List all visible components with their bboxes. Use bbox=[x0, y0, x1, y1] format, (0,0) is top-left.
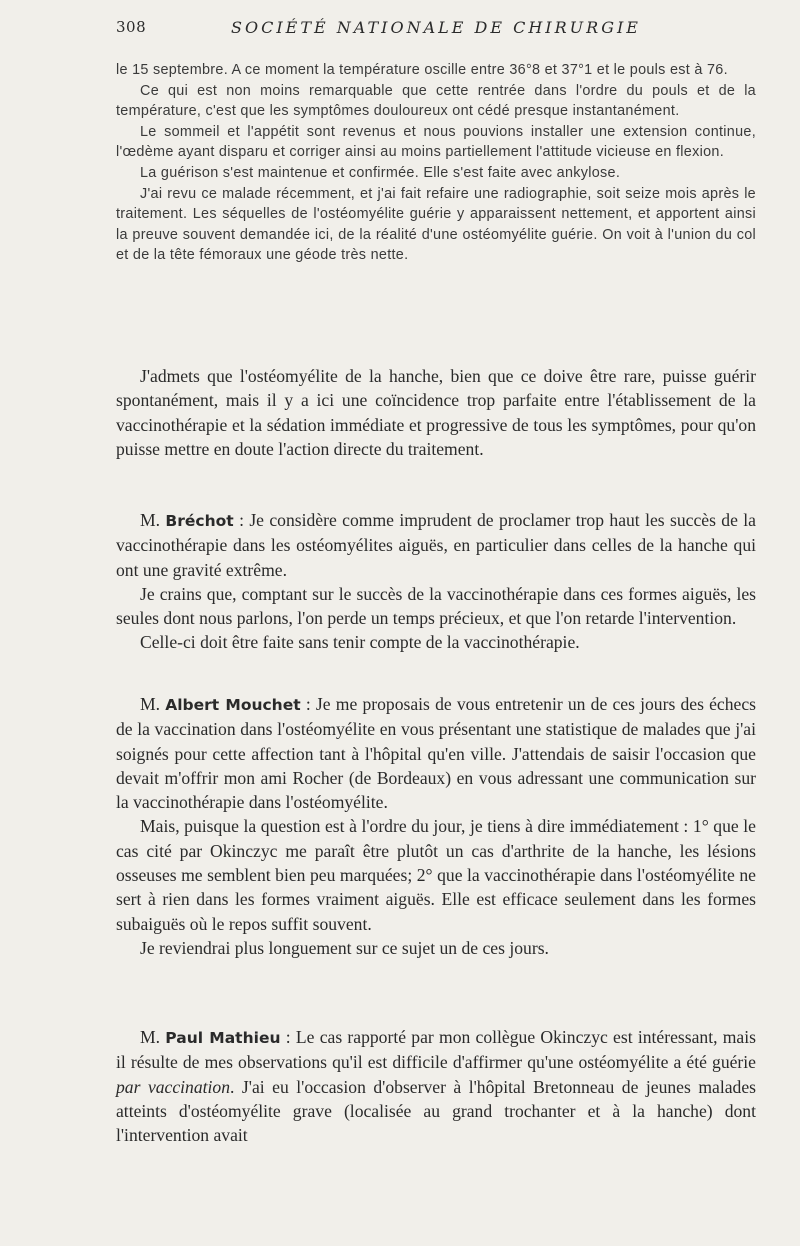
speaker-name: Paul Mathieu bbox=[165, 1029, 281, 1047]
speaker-prefix: M. bbox=[140, 510, 166, 530]
speaker-name: Albert Mouchet bbox=[165, 696, 301, 714]
conclusion-paragraph: J'admets que l'ostéomyélite de la hanche, bien que ce doive être rare, puisse guérir spontanément, mais il y a ici une coïncidence trop parfaite entre l'établissement de la vaccinothérapie et la sédation immédiate et progressive de tous les symptômes, pour qu'on puisse mettre en doute l'action directe du traitement. bbox=[116, 366, 756, 459]
speaker-prefix: M. bbox=[140, 1027, 166, 1047]
case-report-paragraph: La guérison s'est maintenue et confirmée. Elle s'est faite avec ankylose. bbox=[140, 164, 621, 181]
mathieu-section bbox=[116, 1025, 756, 1147]
case-report-paragraph: Ce qui est non moins remarquable que cette rentrée dans l'ordre du pouls et de la température, c'est que les symptômes douloureux ont cédé presque instantanément. bbox=[116, 82, 756, 120]
speech-text: . J'ai eu l'occasion d'observer à l'hôpital Bretonneau de jeunes malades atteints d'ostéomyélite grave (localisée au grand trochanter et à la hanche) dont l'intervention avait bbox=[116, 1076, 756, 1146]
mouchet-paragraph-2: Mais, puisque la question est à l'ordre du jour, je tiens à dire immédiatement : 1° que le cas cité par Okinczyc me paraît être plutôt un cas d'arthrite de la hanche, les lésions osseuses me semblent bien peu marquées; 2° que la vaccinothérapie dans l'ostéomyélite ne sert à rien dans les formes vraiment aiguës. Elle est efficace seulement dans les formes subaiguës où le repos suffit souvent. bbox=[116, 816, 756, 934]
brechot-paragraph-1 bbox=[116, 508, 756, 582]
case-report bbox=[116, 60, 756, 266]
speaker-name: Bréchot bbox=[165, 512, 234, 530]
running-title: SOCIÉTÉ NATIONALE DE CHIRURGIE bbox=[231, 18, 641, 37]
brechot-section bbox=[116, 508, 756, 655]
brechot-paragraph-2: Je crains que, comptant sur le succès de la vaccinothérapie dans ces formes aiguës, les seules dont nous parlons, l'on perde un temps précieux, et que l'on retarde l'intervention. bbox=[116, 583, 756, 629]
page-number: 308 bbox=[116, 18, 147, 36]
italic-phrase: par vaccination bbox=[116, 1076, 231, 1097]
case-report-paragraph: J'ai revu ce malade récemment, et j'ai fait refaire une radiographie, soit seize mois après le traitement. Les séquelles de l'ostéomyélite guérie y apparaissent nettement, et apportent ainsi la preuve souvent demandée ici, de la réalité d'une ostéomyélite guérie. On voit à l'union du col et de la tête fémoraux une géode très nette. bbox=[116, 185, 756, 264]
speech-text: : Je me proposais de vous entretenir un de ces jours des échecs de la vaccination dans l'ostéomyélite en vous présentant une statistique de malades que j'ai soignés pour cette affection tant à l'hôpital qu'en ville. J'attendais de saisir l'occasion que devait m'offrir mon ami Rocher (de Bordeaux) en vous adressant une communication sur la vaccinothérapie dans l'ostéomyélite. bbox=[116, 694, 756, 813]
mouchet-paragraph-1 bbox=[116, 692, 756, 814]
case-report-paragraph: le 15 septembre. A ce moment la température oscille entre 36°8 et 37°1 et le pouls est à 76. bbox=[116, 62, 728, 78]
mathieu-paragraph-1 bbox=[116, 1025, 756, 1147]
brechot-paragraph-3: Celle-ci doit être faite sans tenir compte de la vaccinothérapie. bbox=[140, 632, 580, 653]
mouchet-section bbox=[116, 692, 756, 960]
case-report-paragraph: Le sommeil et l'appétit sont revenus et nous pouvions installer une extension continue, l'œdème ayant disparu et corriger ainsi au moins partiellement l'attitude vicieuse en flexion. bbox=[116, 123, 756, 161]
speaker-prefix: M. bbox=[140, 694, 166, 714]
speech-text: : Je considère comme imprudent de proclamer trop haut les succès de la vaccinothérapie dans les ostéomyélites aiguës, en particulier dans celles de la hanche qui ont une gravité extrême. bbox=[116, 510, 756, 580]
speech-text: : Le cas rapporté par mon collègue Okinczyc est intéressant, mais il résulte de mes observations qu'il est difficile d'affirmer qu'une ostéomyélite a été guérie bbox=[116, 1027, 756, 1073]
mouchet-paragraph-3: Je reviendrai plus longuement sur ce sujet un de ces jours. bbox=[140, 937, 549, 958]
page-header bbox=[116, 18, 756, 42]
conclusion-section bbox=[116, 364, 756, 461]
